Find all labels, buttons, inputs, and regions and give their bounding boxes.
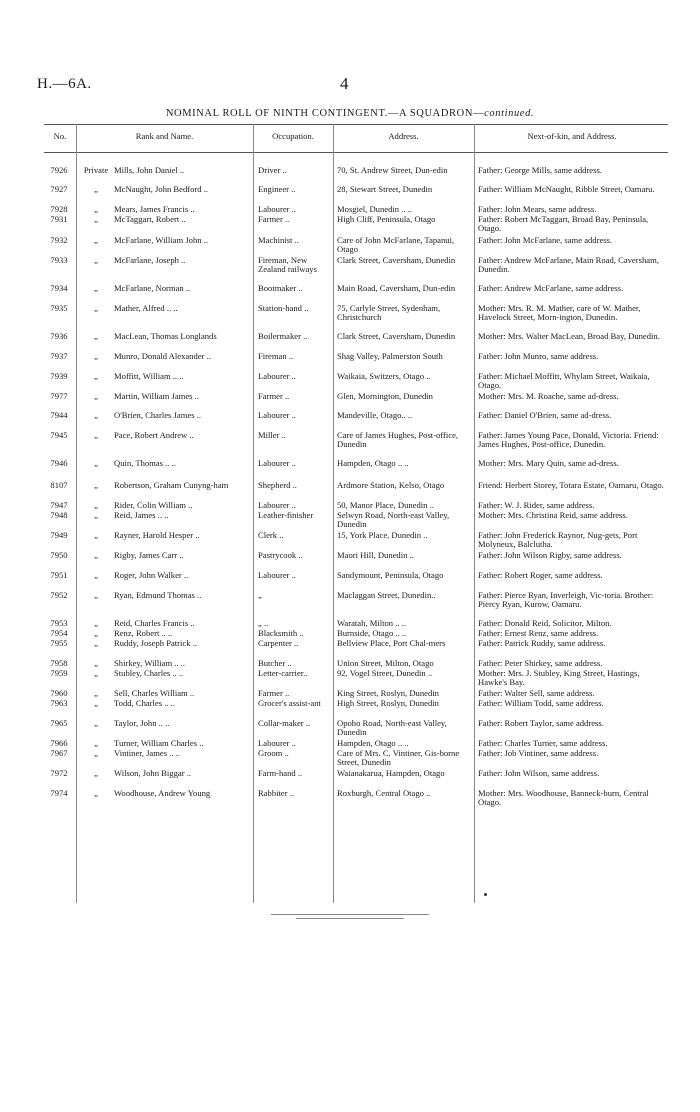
entry-occupation: Miller ..	[258, 430, 286, 440]
entry-rank: „	[94, 391, 98, 401]
entry-address: Waratah, Milton .. ..	[337, 618, 406, 628]
entry-name: MacLean, Thomas Longlands	[114, 331, 217, 341]
entry-number: 8107	[50, 480, 68, 490]
entry-name: Wilson, John Biggar ..	[114, 768, 191, 778]
entry-next-of-kin: Father: Walter Sell, same address.	[478, 688, 595, 698]
entry-name: McFarlane, Norman ..	[114, 283, 191, 293]
entry-number: 7950	[50, 550, 68, 560]
entry-address: 75, Carlyle Street, Sydenham, Christchurch	[337, 303, 441, 323]
entry-name: Ruddy, Joseph Patrick ..	[114, 638, 197, 648]
entry-next-of-kin: Father: John Wilson Rigby, same address.	[478, 550, 622, 560]
entry-occupation: Rabbiter ..	[258, 788, 295, 798]
entry-rank: „	[94, 738, 98, 748]
entry-address: Hampden, Otago .. ..	[337, 458, 409, 468]
entry-next-of-kin: Mother: Mrs. Christina Reid, same address.	[478, 510, 628, 520]
entry-rank: „	[94, 430, 98, 440]
entry-number: 7928	[50, 204, 68, 214]
entry-occupation: Engineer ..	[258, 184, 296, 194]
entry-number: 7966	[50, 738, 68, 748]
entry-address: Care of Mrs. C. Vintiner, Gis-borne Street, Dunedin	[337, 748, 460, 768]
entry-name: Todd, Charles .. ..	[114, 698, 175, 708]
entry-name: Shirkey, William .. ..	[114, 658, 186, 668]
entry-occupation: Driver ..	[258, 165, 287, 175]
entry-occupation: Grocer's assist-ant	[258, 698, 321, 708]
entry-number: 7977	[50, 391, 68, 401]
entry-next-of-kin: Father: Andrew McFarlane, Main Road, Caversham, Dunedin.	[478, 255, 659, 275]
entry-number: 7932	[50, 235, 68, 245]
entry-next-of-kin: Mother: Mrs. R. M. Mather, care of W. Mather, Havelock Street, Morn-ington, Dunedin.	[478, 303, 641, 323]
entry-name: Rayner, Harold Hesper ..	[114, 530, 200, 540]
document-reference: H.—6A.	[37, 76, 92, 92]
entry-next-of-kin: Father: Michael Moffitt, Whylam Street, Waikaia, Otago.	[478, 371, 650, 391]
entry-next-of-kin: Father: Peter Shirkey, same address.	[478, 658, 603, 668]
entry-address: High Street, Roslyn, Dunedin	[337, 698, 439, 708]
entry-occupation: Labourer ..	[258, 204, 296, 214]
entry-name: Reid, James .. ..	[114, 510, 169, 520]
entry-number: 7939	[50, 371, 68, 381]
entry-next-of-kin: Father: Andrew McFarlane, same address.	[478, 283, 624, 293]
entry-name: McNaught, John Bedford ..	[114, 184, 209, 194]
entry-next-of-kin: Mother: Mrs. J. Stubley, King Street, Hastings, Hawke's Bay.	[478, 668, 640, 688]
column-divider	[253, 124, 254, 903]
entry-name: Mills, John Daniel ..	[114, 165, 185, 175]
entry-number: 7936	[50, 331, 68, 341]
entry-next-of-kin: Father: Charles Turner, same address.	[478, 738, 608, 748]
entry-name: Renz, Robert .. ..	[114, 628, 173, 638]
entry-address: Waikaia, Switzers, Otago ..	[337, 371, 431, 381]
entry-occupation: Labourer ..	[258, 410, 296, 420]
entry-next-of-kin: Father: William Todd, same address.	[478, 698, 604, 708]
entry-name: Roger, John Walker ..	[114, 570, 189, 580]
entry-next-of-kin: Father: George Mills, same address.	[478, 165, 602, 175]
entry-occupation: Labourer ..	[258, 738, 296, 748]
table-header-rule	[44, 152, 668, 153]
table-top-rule	[44, 124, 668, 125]
entry-address: Roxburgh, Central Otago ..	[337, 788, 431, 798]
entry-next-of-kin: Father: Ernest Renz, same address.	[478, 628, 599, 638]
entry-occupation: Clerk ..	[258, 530, 284, 540]
entry-number: 7955	[50, 638, 68, 648]
entry-name: Mather, Alfred .. ..	[114, 303, 178, 313]
entry-occupation: Blacksmith ..	[258, 628, 304, 638]
entry-next-of-kin: Mother: Mrs. Mary Quin, same ad-dress.	[478, 458, 619, 468]
entry-number: 7963	[50, 698, 68, 708]
column-header-no: No.	[53, 131, 67, 141]
entry-occupation: „ ..	[258, 618, 269, 628]
entry-address: Maclaggan Street, Dunedin..	[337, 590, 436, 600]
entry-occupation: Farm-hand ..	[258, 768, 303, 778]
entry-rank: „	[94, 788, 98, 798]
entry-number: 7959	[50, 668, 68, 678]
entry-name: Quin, Thomas .. ..	[114, 458, 176, 468]
entry-address: 15, York Place, Dunedin ..	[337, 530, 428, 540]
entry-rank: „	[94, 371, 98, 381]
entry-next-of-kin: Father: John Munro, same address.	[478, 351, 599, 361]
entry-rank: „	[94, 688, 98, 698]
entry-occupation: Letter-carrier..	[258, 668, 308, 678]
column-header-next-of-kin: Next-of-kin, and Address.	[527, 131, 617, 141]
entry-address: King Street, Roslyn, Dunedin	[337, 688, 439, 698]
entry-occupation: Fireman, New Zealand railways	[258, 255, 317, 275]
entry-number: 7926	[50, 165, 68, 175]
entry-next-of-kin: Father: James Young Pace, Donald, Victoria. Friend: James Hughes, Post-office, Dunedin.	[478, 430, 659, 450]
entry-address: Union Street, Milton, Otago	[337, 658, 434, 668]
column-header-occupation: Occupation.	[272, 131, 314, 141]
entry-name: Moffitt, William .. ..	[114, 371, 184, 381]
entry-name: McFarlane, Joseph ..	[114, 255, 186, 265]
entry-rank: „	[94, 331, 98, 341]
entry-rank: „	[94, 510, 98, 520]
entry-occupation: Machinist ..	[258, 235, 299, 245]
entry-address: Main Road, Caversham, Dun-edin	[337, 283, 456, 293]
column-divider	[474, 124, 475, 903]
entry-number: 7951	[50, 570, 68, 580]
entry-number: 7947	[50, 500, 68, 510]
entry-rank: „	[94, 638, 98, 648]
entry-occupation: Station-hand ..	[258, 303, 309, 313]
entry-next-of-kin: Father: Job Vintiner, same address.	[478, 748, 599, 758]
entry-number: 7937	[50, 351, 68, 361]
entry-next-of-kin: Father: Pierce Ryan, Inverleigh, Vic-toria. Brother: Piercy Ryan, Kurow, Oamaru.	[478, 590, 654, 610]
entry-next-of-kin: Father: John Wilson, same address.	[478, 768, 600, 778]
entry-next-of-kin: Father: Daniel O'Brien, same ad-dress.	[478, 410, 612, 420]
entry-next-of-kin: Father: Donald Reid, Solicitor, Milton.	[478, 618, 612, 628]
entry-number: 7946	[50, 458, 68, 468]
entry-rank: „	[94, 618, 98, 628]
entry-number: 7965	[50, 718, 68, 728]
entry-next-of-kin: Mother: Mrs. M. Roache, same ad-dress.	[478, 391, 619, 401]
entry-address: Clark Street, Caversham, Dunedin	[337, 331, 456, 341]
entry-rank: „	[94, 283, 98, 293]
entry-number: 7945	[50, 430, 68, 440]
entry-next-of-kin: Father: Robert McTaggart, Broad Bay, Peninsula, Otago.	[478, 214, 649, 234]
entry-occupation: Bootmaker ..	[258, 283, 303, 293]
entry-number: 7949	[50, 530, 68, 540]
roll-title-main: NOMINAL ROLL OF NINTH CONTINGENT.—A SQUADRON—	[165, 108, 485, 119]
entry-rank: „	[94, 748, 98, 758]
entry-rank: „	[94, 550, 98, 560]
entry-next-of-kin: Friend: Herbert Storey, Totara Estate, Oamaru, Otago.	[478, 480, 664, 490]
entry-number: 7960	[50, 688, 68, 698]
entry-rank: „	[94, 658, 98, 668]
entry-occupation: Groom ..	[258, 748, 289, 758]
entry-occupation: Labourer ..	[258, 570, 296, 580]
ink-mark	[484, 893, 487, 896]
entry-rank: „	[94, 255, 98, 265]
entry-rank: „	[94, 204, 98, 214]
entry-next-of-kin: Father: Patrick Ruddy, same address.	[478, 638, 606, 648]
entry-number: 7931	[50, 214, 68, 224]
entry-rank: „	[94, 303, 98, 313]
entry-next-of-kin: Mother: Mrs. Woodhouse, Banneck-burn, Central Otago.	[478, 788, 649, 808]
entry-number: 7967	[50, 748, 68, 758]
entry-address: Care of John McFarlane, Tapanui, Otago	[337, 235, 455, 255]
entry-name: Pace, Robert Andrew ..	[114, 430, 194, 440]
entry-name: Taylor, John .. ..	[114, 718, 170, 728]
entry-occupation: Butcher ..	[258, 658, 292, 668]
entry-rank: „	[94, 184, 98, 194]
entry-name: Stubley, Charles .. ..	[114, 668, 184, 678]
entry-number: 7972	[50, 768, 68, 778]
entry-number: 7927	[50, 184, 68, 194]
entry-number: 7953	[50, 618, 68, 628]
entry-rank: „	[94, 235, 98, 245]
column-divider	[76, 124, 77, 903]
entry-number: 7935	[50, 303, 68, 313]
entry-address: Selwyn Road, North-east Valley, Dunedin	[337, 510, 450, 530]
end-rule	[271, 914, 429, 915]
entry-name: Martin, William James ..	[114, 391, 199, 401]
entry-address: Hampden, Otago .. ..	[337, 738, 409, 748]
entry-rank: Private	[83, 165, 109, 175]
end-rule	[296, 918, 404, 919]
entry-occupation: Labourer ..	[258, 500, 296, 510]
entry-number: 7933	[50, 255, 68, 265]
entry-address: Clark Street, Caversham, Dunedin	[337, 255, 456, 265]
entry-name: Turner, William Charles ..	[114, 738, 204, 748]
entry-address: Bellview Place, Port Chal-mers	[337, 638, 446, 648]
entry-address: Ardmore Station, Kelso, Otago	[337, 480, 445, 490]
entry-next-of-kin: Father: Robert Roger, same address.	[478, 570, 603, 580]
entry-number: 7948	[50, 510, 68, 520]
entry-rank: „	[94, 570, 98, 580]
entry-rank: „	[94, 458, 98, 468]
entry-rank: „	[94, 214, 98, 224]
entry-name: McFarlane, William John ..	[114, 235, 209, 245]
entry-name: O'Brien, Charles James ..	[114, 410, 201, 420]
entry-occupation: Farmer ..	[258, 391, 290, 401]
entry-occupation: Farmer ..	[258, 688, 290, 698]
entry-occupation: Labourer ..	[258, 371, 296, 381]
entry-name: Munro, Donald Alexander ..	[114, 351, 211, 361]
entry-rank: „	[94, 530, 98, 540]
entry-name: McTaggart, Robert ..	[114, 214, 186, 224]
entry-rank: „	[94, 718, 98, 728]
entry-name: Woodhouse, Andrew Young	[114, 788, 211, 798]
entry-next-of-kin: Father: John Mears, same address.	[478, 204, 597, 214]
entry-occupation: Labourer ..	[258, 458, 296, 468]
entry-name: Ryan, Edmund Thomas ..	[114, 590, 202, 600]
entry-occupation: Fireman ..	[258, 351, 294, 361]
entry-name: Reid, Charles Francis ..	[114, 618, 195, 628]
entry-number: 7974	[50, 788, 68, 798]
entry-occupation: Carpenter ..	[258, 638, 299, 648]
entry-address: Sandymount, Peninsula, Otago	[337, 570, 444, 580]
entry-address: High Cliff, Peninsula, Otago	[337, 214, 436, 224]
entry-name: Sell, Charles William ..	[114, 688, 195, 698]
entry-number: 7944	[50, 410, 68, 420]
entry-rank: „	[94, 668, 98, 678]
entry-name: Robertson, Graham Cunyng-ham	[114, 480, 229, 490]
entry-rank: „	[94, 480, 98, 490]
entry-occupation: Boilermaker ..	[258, 331, 308, 341]
entry-next-of-kin: Father: John Frederick Raynor, Nug-gets, Port Molyneux, Balclutha.	[478, 530, 638, 550]
entry-address: Glen, Mornington, Dunedin	[337, 391, 433, 401]
entry-number: 7954	[50, 628, 68, 638]
entry-next-of-kin: Mother: Mrs. Walter MacLean, Broad Bay, Dunedin.	[478, 331, 660, 341]
column-header-rank-name: Rank and Name.	[135, 131, 194, 141]
entry-rank: „	[94, 628, 98, 638]
entry-occupation: Collar-maker ..	[258, 718, 311, 728]
entry-address: Opoho Road, North-east Valley, Dunedin	[337, 718, 447, 738]
entry-number: 7934	[50, 283, 68, 293]
entry-address: Waianakarua, Hampden, Otago	[337, 768, 445, 778]
entry-address: Mosgiel, Dunedin .. ..	[337, 204, 412, 214]
entry-occupation: Farmer ..	[258, 214, 290, 224]
entry-occupation: Shepherd ..	[258, 480, 297, 490]
roll-title-continued: continued.	[484, 108, 535, 119]
entry-rank: „	[94, 768, 98, 778]
entry-name: Mears, James Francis ..	[114, 204, 195, 214]
roll-title	[0, 108, 700, 119]
entry-next-of-kin: Father: John McFarlane, same address.	[478, 235, 613, 245]
entry-address: Care of James Hughes, Post-office, Dunedin	[337, 430, 459, 450]
entry-occupation: „	[258, 590, 262, 600]
entry-rank: „	[94, 590, 98, 600]
entry-address: Maori Hill, Dunedin ..	[337, 550, 414, 560]
entry-address: Mandeville, Otago.. ..	[337, 410, 413, 420]
column-header-address: Address.	[388, 131, 419, 141]
entry-name: Rider, Colin William ..	[114, 500, 193, 510]
entry-rank: „	[94, 351, 98, 361]
entry-number: 7952	[50, 590, 68, 600]
entry-occupation: Pastrycook ..	[258, 550, 303, 560]
entry-number: 7958	[50, 658, 68, 668]
entry-occupation: Leather-finisher	[258, 510, 314, 520]
entry-next-of-kin: Father: Robert Taylor, same address.	[478, 718, 604, 728]
entry-address: 50, Manor Place, Dunedin ..	[337, 500, 434, 510]
entry-name: Rigby, James Carr ..	[114, 550, 184, 560]
entry-name: Vintiner, James .. ..	[114, 748, 180, 758]
entry-next-of-kin: Father: William McNaught, Ribble Street, Oamaru.	[478, 184, 655, 194]
entry-address: Burnside, Otago .. ..	[337, 628, 407, 638]
entry-address: 28, Stewart Street, Dunedin	[337, 184, 433, 194]
entry-next-of-kin: Father: W. J. Rider, same address.	[478, 500, 595, 510]
entry-address: Shag Valley, Palmerston South	[337, 351, 443, 361]
page-number: 4	[340, 74, 349, 93]
entry-rank: „	[94, 500, 98, 510]
entry-address: 70, St. Andrew Street, Dun-edin	[337, 165, 448, 175]
entry-rank: „	[94, 698, 98, 708]
entry-address: 92, Vogel Street, Dunedin ..	[337, 668, 433, 678]
entry-rank: „	[94, 410, 98, 420]
